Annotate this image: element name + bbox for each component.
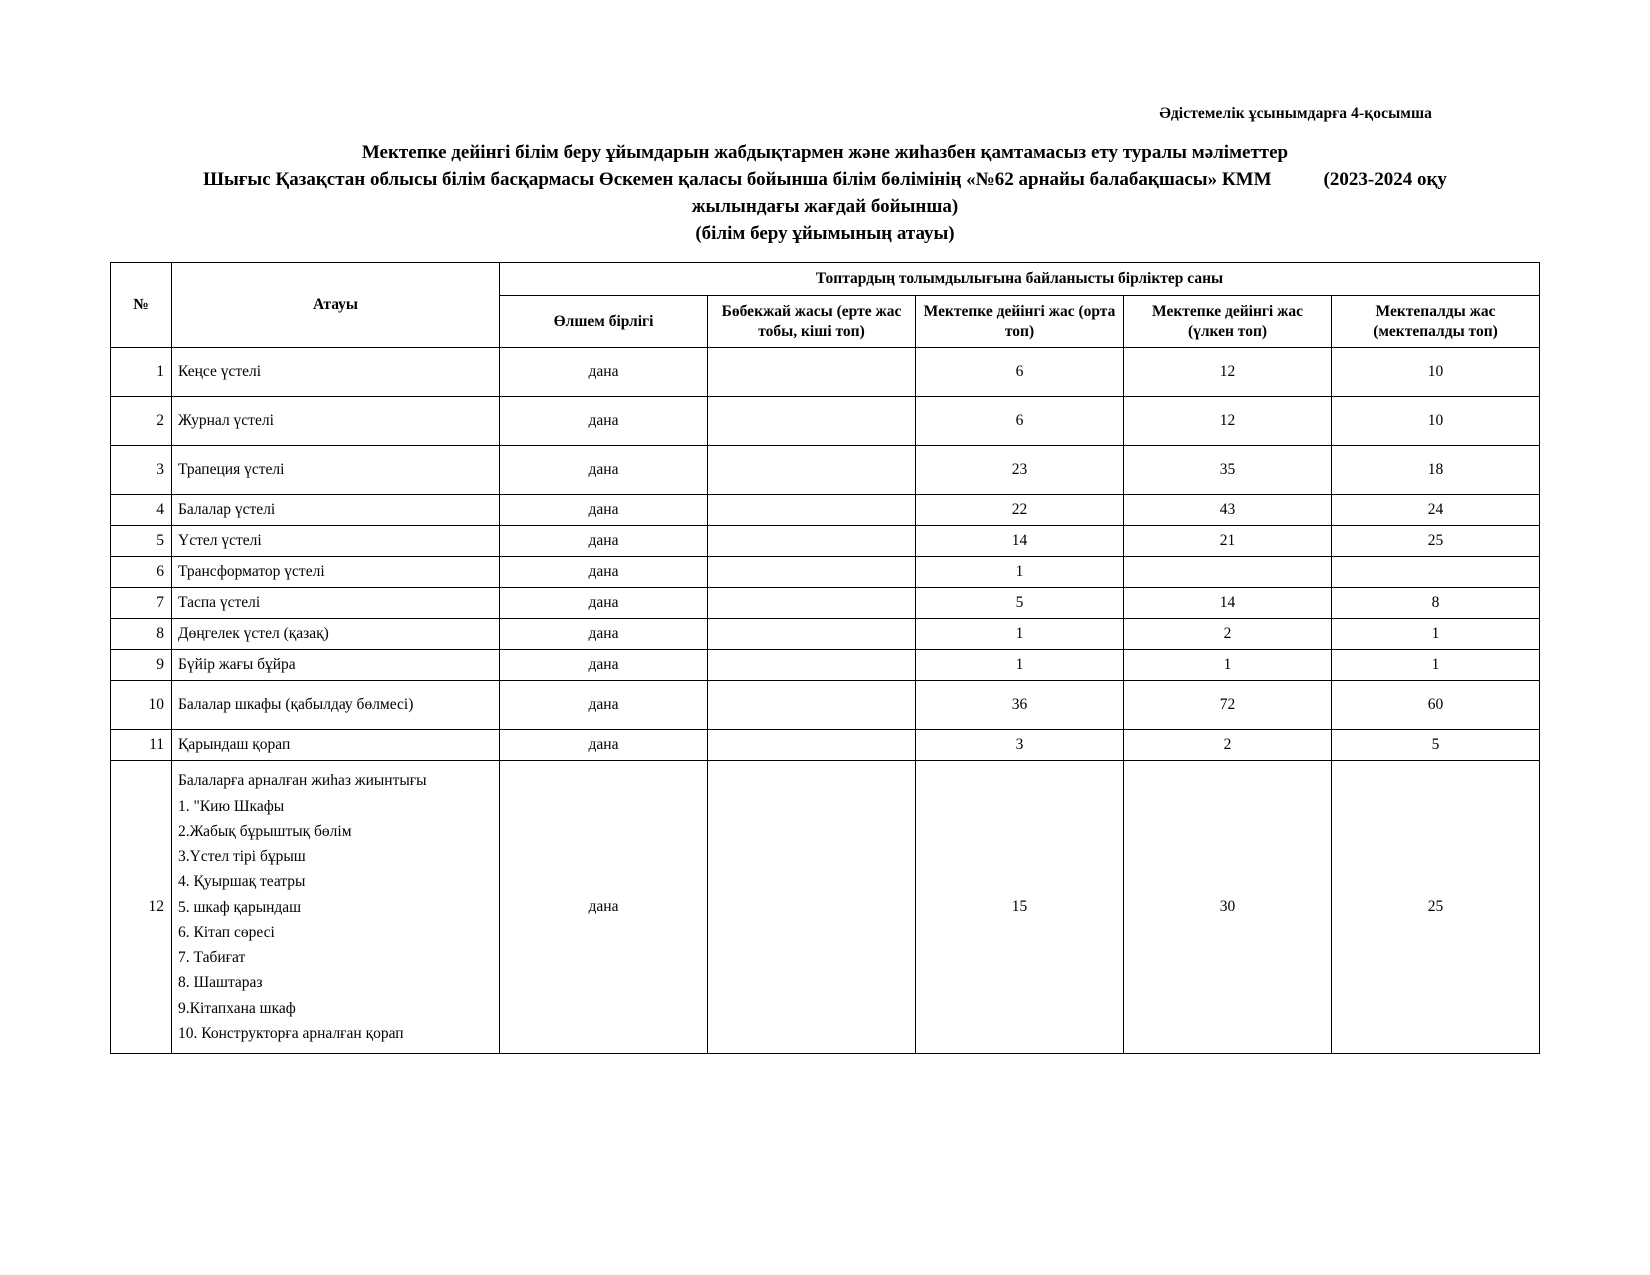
- row-senior: 43: [1124, 495, 1332, 526]
- set-line: 7. Табиғат: [178, 949, 246, 967]
- row-nursery: [708, 557, 916, 588]
- table-row: [111, 526, 1540, 557]
- table-row: [111, 446, 1540, 495]
- set-line: 10. Конструкторға арналған қорап: [178, 1024, 404, 1042]
- table-row: [111, 348, 1540, 397]
- set-line: Балаларға арналған жиһаз жиынтығы: [178, 772, 427, 790]
- row-senior: 72: [1124, 681, 1332, 730]
- row-prep: 60: [1332, 681, 1540, 730]
- set-line: 9.Кітапхана шкаф: [178, 999, 296, 1017]
- title-line-3: жылындағы жағдай бойынша): [691, 195, 959, 217]
- row-unit: дана: [500, 761, 708, 1054]
- row-nursery: [708, 446, 916, 495]
- row-senior: 2: [1124, 619, 1332, 650]
- row-name: Таспа үстелі: [172, 588, 500, 619]
- row-prep: 10: [1332, 397, 1540, 446]
- row-unit: дана: [500, 681, 708, 730]
- header-preschool-middle: Мектепке дейінгі жас (орта топ): [916, 295, 1124, 348]
- header-group-span: Топтардың толымдылығына байланысты бірліктер саны: [500, 262, 1540, 295]
- set-line: 2.Жабық бұрыштық бөлім: [178, 822, 352, 840]
- table-row: [111, 495, 1540, 526]
- row-unit: дана: [500, 588, 708, 619]
- row-unit: дана: [500, 650, 708, 681]
- row-unit: дана: [500, 495, 708, 526]
- header-unit: Өлшем бірлігі: [500, 295, 708, 348]
- row-unit: дана: [500, 348, 708, 397]
- row-nursery: [708, 681, 916, 730]
- row-no: 3: [111, 446, 172, 495]
- row-no: 9: [111, 650, 172, 681]
- row-senior: 30: [1124, 761, 1332, 1054]
- row-prep: 5: [1332, 730, 1540, 761]
- row-prep: 25: [1332, 761, 1540, 1054]
- table-row: [111, 730, 1540, 761]
- row-name: Балалар шкафы (қабылдау бөлмесі): [172, 681, 500, 730]
- table-header-row-1: [111, 262, 1540, 295]
- row-middle: 5: [916, 588, 1124, 619]
- row-senior: 12: [1124, 348, 1332, 397]
- row-middle: 15: [916, 761, 1124, 1054]
- row-middle: 1: [916, 650, 1124, 681]
- row-no: 7: [111, 588, 172, 619]
- set-line: 8. Шаштараз: [178, 974, 263, 992]
- row-prep: 18: [1332, 446, 1540, 495]
- title-line-4: (білім беру ұйымының атауы): [695, 222, 955, 244]
- table-row: [111, 588, 1540, 619]
- row-name-multiline: [172, 761, 500, 1054]
- row-senior: 2: [1124, 730, 1332, 761]
- row-prep: 1: [1332, 619, 1540, 650]
- row-prep: [1332, 557, 1540, 588]
- row-name: Дөңгелек үстел (қазақ): [172, 619, 500, 650]
- row-senior: 21: [1124, 526, 1332, 557]
- row-senior: 1: [1124, 650, 1332, 681]
- row-middle: 1: [916, 557, 1124, 588]
- row-nursery: [708, 650, 916, 681]
- row-name: Трапеция үстелі: [172, 446, 500, 495]
- row-no: 4: [111, 495, 172, 526]
- row-no: 8: [111, 619, 172, 650]
- row-name: Журнал үстелі: [172, 397, 500, 446]
- row-middle: 1: [916, 619, 1124, 650]
- equipment-table: [110, 262, 1540, 1054]
- row-nursery: [708, 619, 916, 650]
- set-line: 3.Үстел тірі бұрыш: [178, 848, 306, 866]
- row-middle: 23: [916, 446, 1124, 495]
- row-unit: дана: [500, 557, 708, 588]
- header-preschool-senior: Мектепке дейінгі жас (үлкен топ): [1124, 295, 1332, 348]
- row-prep: 24: [1332, 495, 1540, 526]
- row-middle: 3: [916, 730, 1124, 761]
- row-unit: дана: [500, 730, 708, 761]
- row-middle: 14: [916, 526, 1124, 557]
- row-middle: 6: [916, 397, 1124, 446]
- row-senior: 12: [1124, 397, 1332, 446]
- title-line-2-year: (2023-2024 оқу: [1323, 168, 1447, 190]
- title-line-2: [120, 167, 1530, 194]
- row-name: Қарындаш қорап: [172, 730, 500, 761]
- row-name: Балалар үстелі: [172, 495, 500, 526]
- row-no: 10: [111, 681, 172, 730]
- table-row-furniture-set: [111, 761, 1540, 1054]
- appendix-note: Әдістемелік ұсынымдарға 4-қосымша: [1159, 105, 1432, 122]
- row-middle: 36: [916, 681, 1124, 730]
- document-title: [0, 140, 1650, 248]
- row-name: Кеңсе үстелі: [172, 348, 500, 397]
- row-middle: 22: [916, 495, 1124, 526]
- row-middle: 6: [916, 348, 1124, 397]
- row-no: 5: [111, 526, 172, 557]
- table-row: [111, 681, 1540, 730]
- set-line: 4. Қуыршақ театры: [178, 873, 306, 891]
- table-row: [111, 557, 1540, 588]
- row-unit: дана: [500, 446, 708, 495]
- row-nursery: [708, 761, 916, 1054]
- row-unit: дана: [500, 397, 708, 446]
- row-prep: 25: [1332, 526, 1540, 557]
- row-prep: 8: [1332, 588, 1540, 619]
- row-senior: 35: [1124, 446, 1332, 495]
- title-line-2-org: Шығыс Қазақстан облысы білім басқармасы Өскемен қаласы бойынша білім бөлімінің «№62 арнайы балабақшасы» КММ: [203, 168, 1272, 190]
- header-preschool-prep: Мектепалды жас (мектепалды топ): [1332, 295, 1540, 348]
- table-body: [111, 348, 1540, 1054]
- table-row: [111, 619, 1540, 650]
- row-name: Үстел үстелі: [172, 526, 500, 557]
- row-senior: [1124, 557, 1332, 588]
- row-no: 12: [111, 761, 172, 1054]
- row-nursery: [708, 526, 916, 557]
- row-prep: 10: [1332, 348, 1540, 397]
- table-row: [111, 650, 1540, 681]
- header-name: Атауы: [172, 262, 500, 347]
- row-name: Бүйір жағы бұйра: [172, 650, 500, 681]
- table-head: [111, 262, 1540, 347]
- row-nursery: [708, 730, 916, 761]
- row-no: 6: [111, 557, 172, 588]
- row-unit: дана: [500, 526, 708, 557]
- row-nursery: [708, 348, 916, 397]
- row-nursery: [708, 588, 916, 619]
- header-nursery-age: Бөбекжай жасы (ерте жас тобы, кіші топ): [708, 295, 916, 348]
- row-senior: 14: [1124, 588, 1332, 619]
- table-row: [111, 397, 1540, 446]
- row-no: 1: [111, 348, 172, 397]
- set-line: 1. "Кию Шкафы: [178, 797, 285, 815]
- row-no: 11: [111, 730, 172, 761]
- row-no: 2: [111, 397, 172, 446]
- row-name: Трансформатор үстелі: [172, 557, 500, 588]
- title-line-1: Мектепке дейінгі білім беру ұйымдарын жабдықтармен және жиһазбен қамтамасыз ету туралы мәліметтер: [361, 142, 1289, 163]
- row-nursery: [708, 397, 916, 446]
- row-prep: 1: [1332, 650, 1540, 681]
- header-no: №: [111, 262, 172, 347]
- set-line: 6. Кітап сөресі: [178, 923, 275, 941]
- row-nursery: [708, 495, 916, 526]
- set-line: 5. шкаф қарындаш: [178, 898, 302, 916]
- row-unit: дана: [500, 619, 708, 650]
